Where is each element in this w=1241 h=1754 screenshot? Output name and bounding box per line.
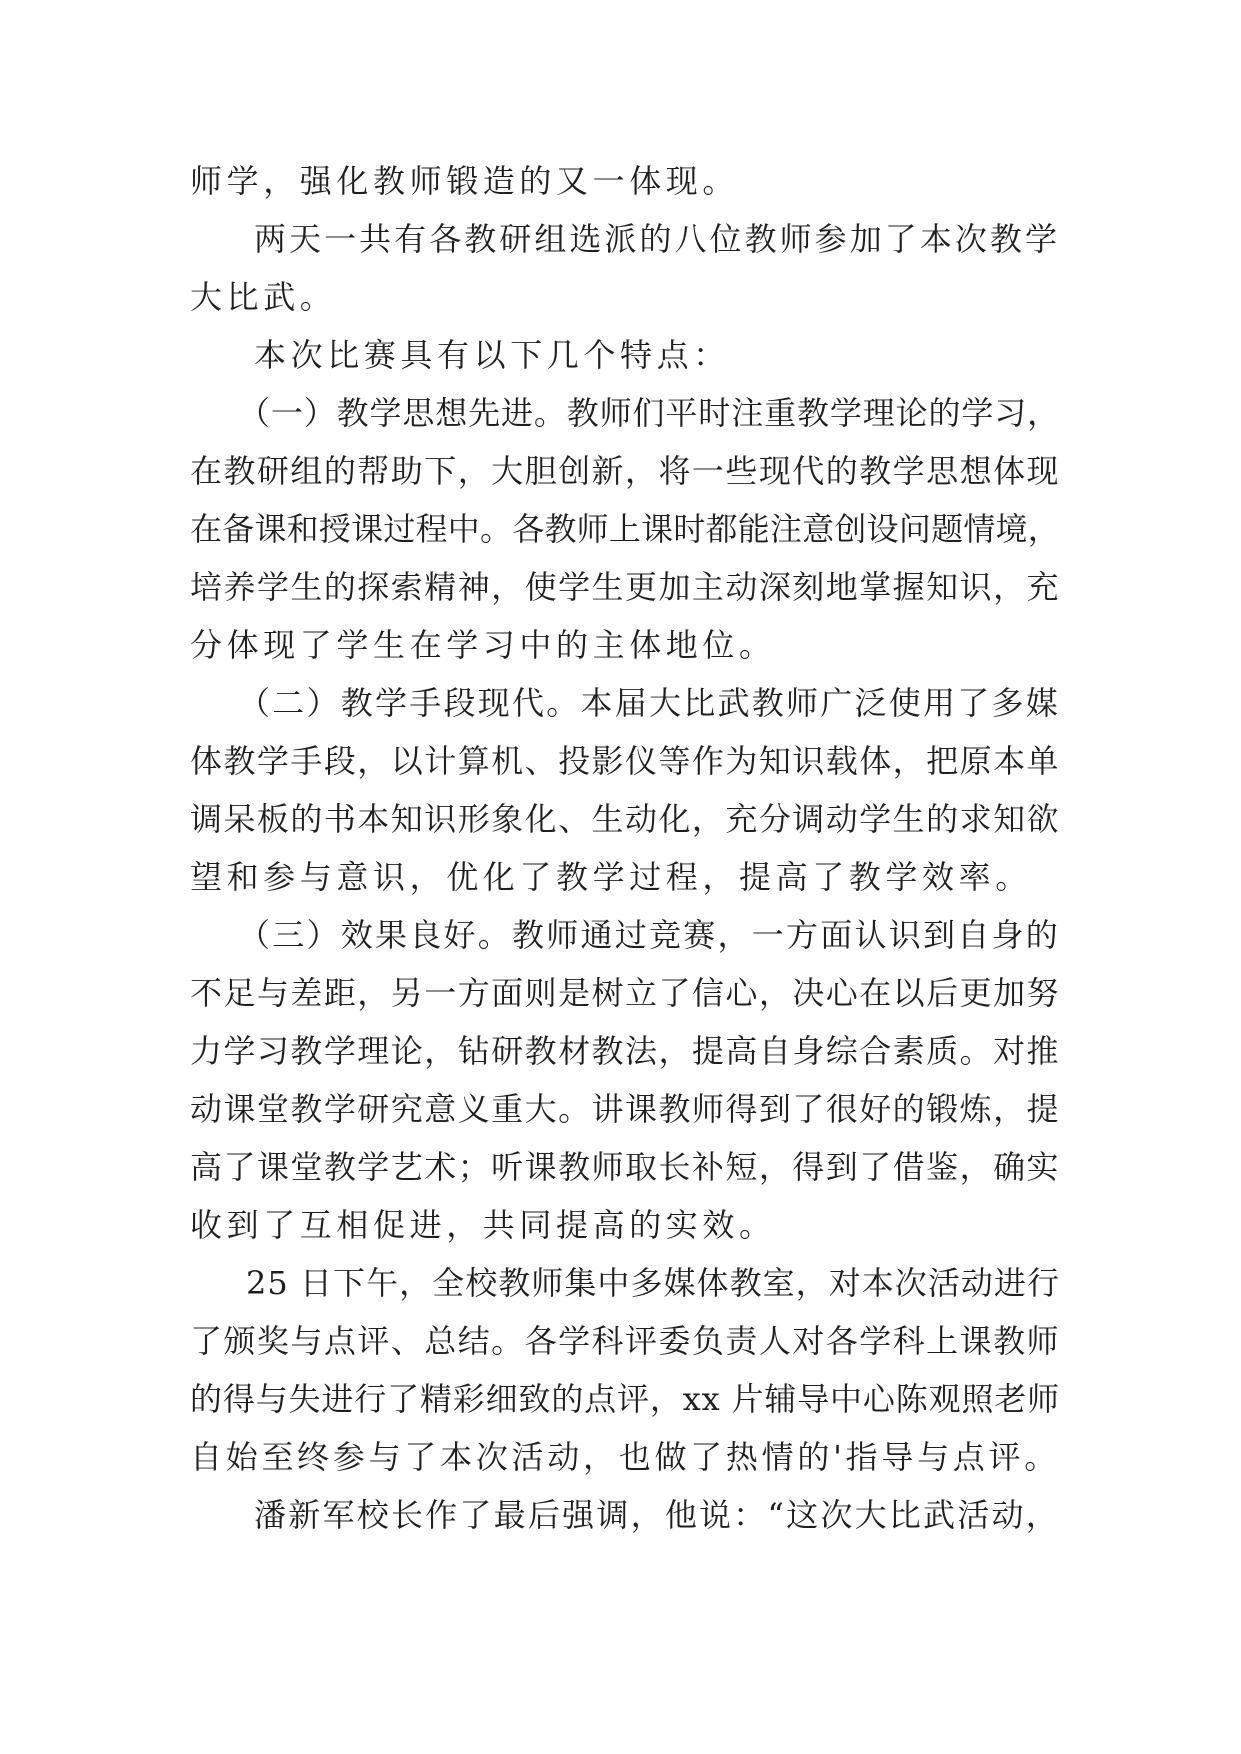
document-body (190, 152, 1060, 1544)
paragraph-line: 望和参与意识，优化了教学过程，提高了教学效率。 (190, 858, 1032, 896)
paragraph-line: （二）教学手段现代。本届大比武教师广泛使用了多媒 (238, 684, 1060, 722)
paragraph-line: 本次比赛具有以下几个特点： (254, 336, 730, 374)
paragraph-line: 体教学手段，以计算机、投影仪等作为知识载体，把原本单 (190, 742, 1060, 780)
paragraph-line: 两天一共有各教研组选派的八位教师参加了本次教学 (254, 220, 1060, 258)
paragraph-line: 培养学生的探索精神，使学生更加主动深刻地掌握知识，充 (190, 568, 1060, 606)
paragraph-line: 动课堂教学研究意义重大。讲课教师得到了很好的锻炼，提 (190, 1090, 1060, 1128)
paragraph-line: 师学，强化教师锻造的又一体现。 (190, 162, 740, 200)
paragraph-line: 不足与差距，另一方面则是树立了信心，决心在以后更加努 (190, 974, 1060, 1012)
paragraph-line: 25 日下午，全校教师集中多媒体教室，对本次活动进行 (246, 1264, 1060, 1302)
paragraph-line: 分体现了学生在学习中的主体地位。 (190, 626, 776, 664)
paragraph-line: 在备课和授课过程中。各教师上课时都能注意创设问题情境， (190, 510, 1060, 548)
paragraph-line: 调呆板的书本知识形象化、生动化，充分调动学生的求知欲 (190, 800, 1060, 838)
paragraph-line: 的得与失进行了精彩细致的点评，xx 片辅导中心陈观照老师 (190, 1380, 1060, 1418)
paragraph-line: 大比武。 (190, 278, 337, 316)
paragraph-line: 自始至终参与了本次活动，也做了热情的'指导与点评。 (190, 1438, 1060, 1476)
paragraph-line: 收到了互相促进，共同提高的实效。 (190, 1206, 776, 1244)
paragraph-line: 了颁奖与点评、总结。各学科评委负责人对各学科上课教师 (190, 1322, 1060, 1360)
paragraph-line: 在教研组的帮助下，大胆创新，将一些现代的教学思想体现 (190, 452, 1060, 490)
paragraph-line: （一）教学思想先进。教师们平时注重教学理论的学习， (238, 394, 1060, 432)
paragraph-line: 力学习教学理论，钻研教材教法，提高自身综合素质。对推 (190, 1032, 1060, 1070)
paragraph-line: （三）效果良好。教师通过竞赛，一方面认识到自身的 (238, 916, 1060, 954)
paragraph-line: 高了课堂教学艺术；听课教师取长补短，得到了借鉴，确实 (190, 1148, 1060, 1186)
paragraph-line: 潘新军校长作了最后强调，他说：“这次大比武活动， (254, 1496, 1060, 1534)
